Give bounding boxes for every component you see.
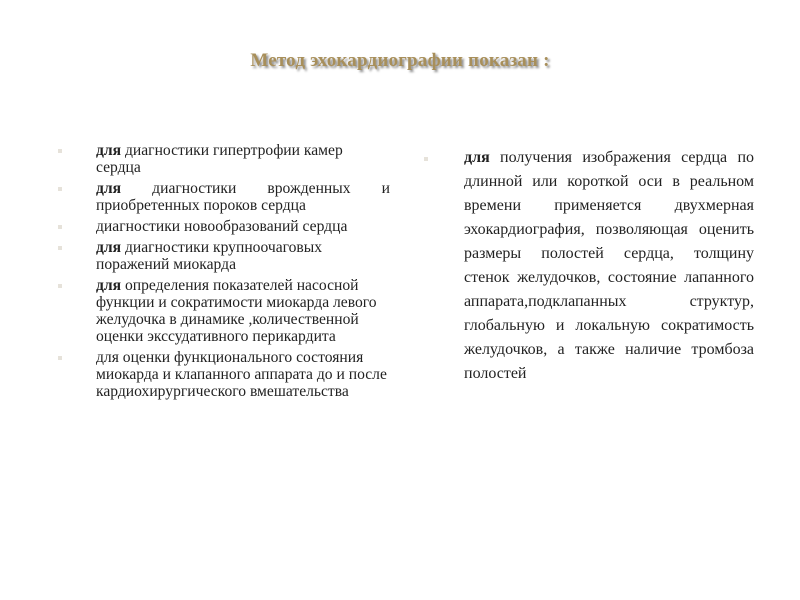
bullet-icon bbox=[58, 356, 62, 360]
list-item bbox=[58, 218, 390, 235]
bullet-icon bbox=[58, 149, 62, 153]
bullet-icon bbox=[58, 187, 62, 191]
bullet-icon bbox=[424, 157, 428, 161]
left-column-list bbox=[58, 142, 390, 404]
item-keyword: для bbox=[96, 180, 122, 197]
right-column-list bbox=[424, 146, 754, 386]
item-text: диагностики новообразований сердца bbox=[96, 218, 348, 235]
list-item bbox=[58, 349, 390, 400]
item-keyword: для bbox=[464, 149, 490, 166]
list-item bbox=[58, 277, 390, 345]
slide-title: Метод эхокардиографии показан : bbox=[250, 50, 550, 71]
item-keyword: для bbox=[96, 142, 122, 159]
list-item bbox=[424, 146, 754, 386]
bullet-icon bbox=[58, 246, 62, 250]
list-item bbox=[58, 180, 390, 214]
item-text: диагностики гипертрофии камер сердца bbox=[96, 142, 343, 176]
list-item bbox=[58, 142, 390, 176]
item-text: для оценки функционального состояния миокарда и клапанного аппарата до и после кардиохирургического вмешательства bbox=[96, 349, 387, 400]
item-text: определения показателей насосной функции и сократимости миокарда левого желудочка в динамике ,количественной оценки экссудативного перикардита bbox=[96, 277, 377, 345]
item-text: получения изображения сердца по длинной или короткой оси в реальном времени применяется двухмерная эхокардиография, позволяющая оценить размеры полостей сердца, толщину стенок желудочков, состояние лапанного аппарата,подклапанных структур, глобальную и локальную сократимость желудочков, а также наличие тромбоза полостей bbox=[464, 149, 754, 382]
bullet-icon bbox=[58, 284, 62, 288]
bullet-icon bbox=[58, 225, 62, 229]
list-item bbox=[58, 239, 390, 273]
item-keyword: для bbox=[96, 277, 122, 294]
item-text: диагностики врожденных и приобретенных пороков сердца bbox=[96, 180, 390, 214]
item-text: диагностики крупноочаговых поражений миокарда bbox=[96, 239, 323, 273]
item-keyword: для bbox=[96, 239, 122, 256]
